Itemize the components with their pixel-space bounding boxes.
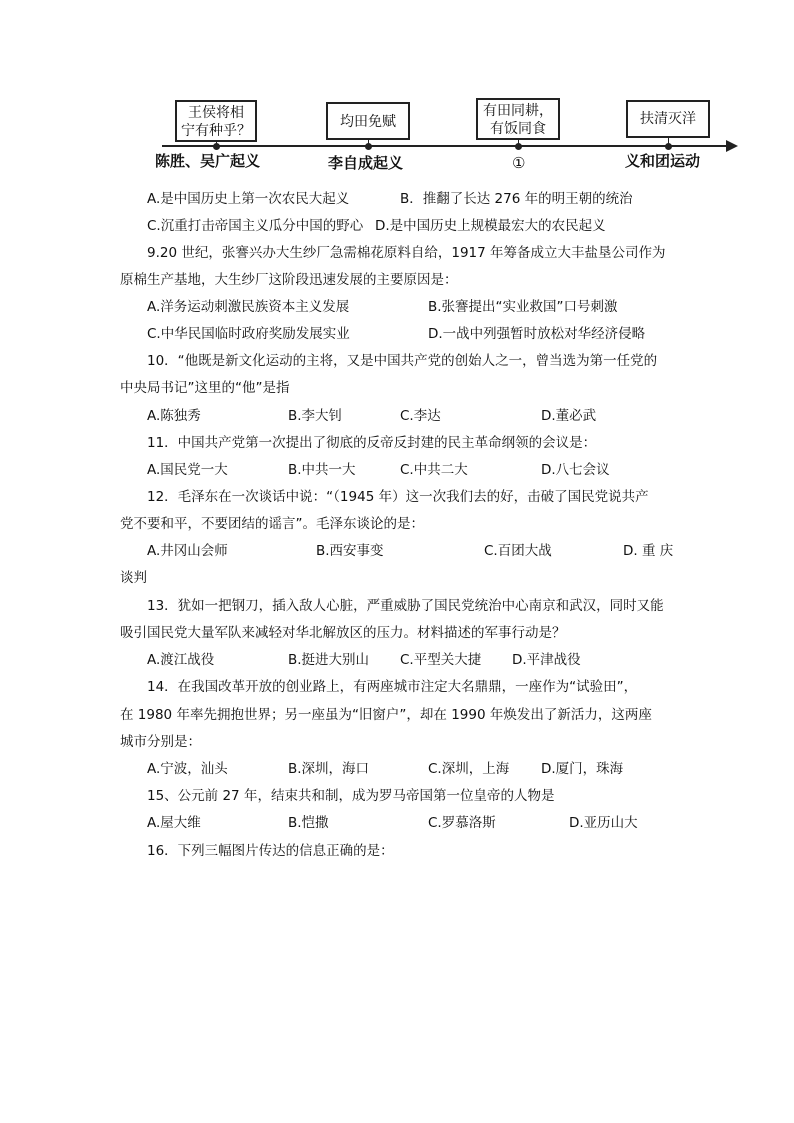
timeline-box-1 [175, 100, 257, 142]
q13-option-a[interactable]: A.渡江战役 [147, 652, 215, 668]
q11-stem-line-1: 11．中国共产党第一次提出了彻底的反帝反封建的民主革命纲领的会议是： [147, 435, 597, 451]
q11-option-c[interactable]: C.中共二大 [400, 462, 468, 478]
timeline-label-3: ① [512, 154, 526, 172]
timeline-box-1-line-1: 王侯将相 [188, 105, 244, 121]
timeline-box-4-line-1: 扶清灭洋 [640, 111, 696, 127]
timeline-arrow-icon [726, 140, 738, 152]
q11-option-d[interactable]: D.八七会议 [541, 462, 610, 478]
q15-option-b[interactable]: B.恺撒 [288, 815, 329, 831]
q10-option-a[interactable]: A.陈独秀 [147, 408, 201, 424]
q12-option-a[interactable]: A.井冈山会师 [147, 543, 228, 559]
timeline-box-3 [476, 98, 560, 140]
q13-option-d[interactable]: D.平津战役 [512, 652, 581, 668]
timeline-dot-1 [213, 143, 220, 150]
q9-option-d[interactable]: D.一战中列强暂时放松对华经济侵略 [428, 326, 646, 342]
q12-stem-line-2: 党不要和平，不要团结的谣言”。毛泽东谈论的是： [120, 516, 424, 532]
q9-stem-line-2: 原棉生产基地，大生纱厂这阶段迅速发展的主要原因是： [120, 272, 458, 288]
q12-stem-line-1: 12．毛泽东在一次谈话中说：“（1945 年）这一次我们去的好，击破了国民党说共产 [147, 489, 649, 505]
timeline-label-2: 李自成起义 [328, 154, 404, 172]
q9-option-a[interactable]: A.洋务运动刺激民族资本主义发展 [147, 299, 350, 315]
q8-option-c[interactable]: C.沉重打击帝国主义瓜分中国的野心 [147, 218, 364, 234]
q9-option-c[interactable]: C.中华民国临时政府奖励发展实业 [147, 326, 350, 342]
q14-option-c[interactable]: C.深圳，上海 [428, 761, 510, 777]
q14-stem-line-1: 14．在我国改革开放的创业路上，有两座城市注定大名鼎鼎，一座作为“试验田”， [147, 679, 638, 695]
q15-option-a[interactable]: A.屋大维 [147, 815, 201, 831]
timeline-label-4: 义和团运动 [625, 152, 701, 170]
q11-option-a[interactable]: A.国民党一大 [147, 462, 228, 478]
q16-stem-line-1: 16．下列三幅图片传达的信息正确的是： [147, 843, 394, 859]
timeline-box-3-line-1: 有田同耕， [483, 103, 553, 119]
timeline-dot-4 [665, 143, 672, 150]
q14-option-b[interactable]: B.深圳，海口 [288, 761, 370, 777]
q12-option-d[interactable]: D. 重 庆 [623, 543, 674, 559]
q15-stem-line-1: 15、公元前 27 年，结束共和制，成为罗马帝国第一位皇帝的人物是 [147, 788, 555, 804]
timeline-axis [162, 145, 730, 147]
timeline-box-1-line-2: 宁有种乎？ [181, 123, 251, 139]
timeline-label-1: 陈胜、吴广起义 [155, 152, 261, 170]
q8-option-a[interactable]: A.是中国历史上第一次农民大起义 [147, 191, 350, 207]
q8-option-b[interactable]: B．推翻了长达 276 年的明王朝的统治 [400, 191, 633, 207]
timeline-box-2-line-1: 均田免赋 [340, 114, 396, 130]
timeline-box-3-line-2: 有饭同食 [490, 121, 546, 137]
q9-option-b[interactable]: B.张謇提出“实业救国”口号刺激 [428, 299, 618, 315]
q10-option-c[interactable]: C.李达 [400, 408, 441, 424]
q14-option-d[interactable]: D.厦门，珠海 [541, 761, 624, 777]
timeline-dot-2 [365, 143, 372, 150]
q10-stem-line-1: 10．“他既是新文化运动的主将，又是中国共产党的创始人之一，曾当选为第一任党的 [147, 353, 658, 369]
q10-option-d[interactable]: D.董必武 [541, 408, 597, 424]
q13-option-b[interactable]: B.挺进大别山 [288, 652, 370, 668]
q13-option-c[interactable]: C.平型关大捷 [400, 652, 482, 668]
timeline-box-2 [326, 102, 410, 140]
timeline-box-4 [626, 100, 710, 138]
q11-option-b[interactable]: B.中共一大 [288, 462, 356, 478]
q14-stem-line-2: 在 1980 年率先拥抱世界；另一座虽为“旧窗户”，却在 1990 年焕发出了新活力，这两座 [120, 707, 652, 723]
q14-option-a[interactable]: A.宁波，汕头 [147, 761, 228, 777]
q15-option-c[interactable]: C.罗慕洛斯 [428, 815, 496, 831]
q15-option-d[interactable]: D.亚历山大 [569, 815, 638, 831]
q10-option-b[interactable]: B.李大钊 [288, 408, 343, 424]
q12-option-b[interactable]: B.西安事变 [316, 543, 384, 559]
q14-stem-line-3: 城市分别是： [120, 734, 201, 750]
q13-stem-line-2: 吸引国民党大量军队来减轻对华北解放区的压力。材料描述的军事行动是？ [120, 625, 566, 641]
q12-option-d-continued[interactable]: 谈判 [120, 570, 147, 586]
timeline-figure [155, 96, 745, 178]
q13-stem-line-1: 13．犹如一把钢刀，插入敌人心脏，严重威胁了国民党统治中心南京和武汉，同时又能 [147, 598, 664, 614]
timeline-dot-3 [515, 143, 522, 150]
q10-stem-line-2: 中央局书记”这里的“他”是指 [120, 380, 290, 396]
q12-option-c[interactable]: C.百团大战 [484, 543, 552, 559]
q9-stem-line-1: 9.20 世纪，张謇兴办大生纱厂急需棉花原料自给，1917 年筹备成立大丰盐垦公司作为 [147, 245, 666, 261]
q8-option-d[interactable]: D.是中国历史上规模最宏大的农民起义 [375, 218, 606, 234]
